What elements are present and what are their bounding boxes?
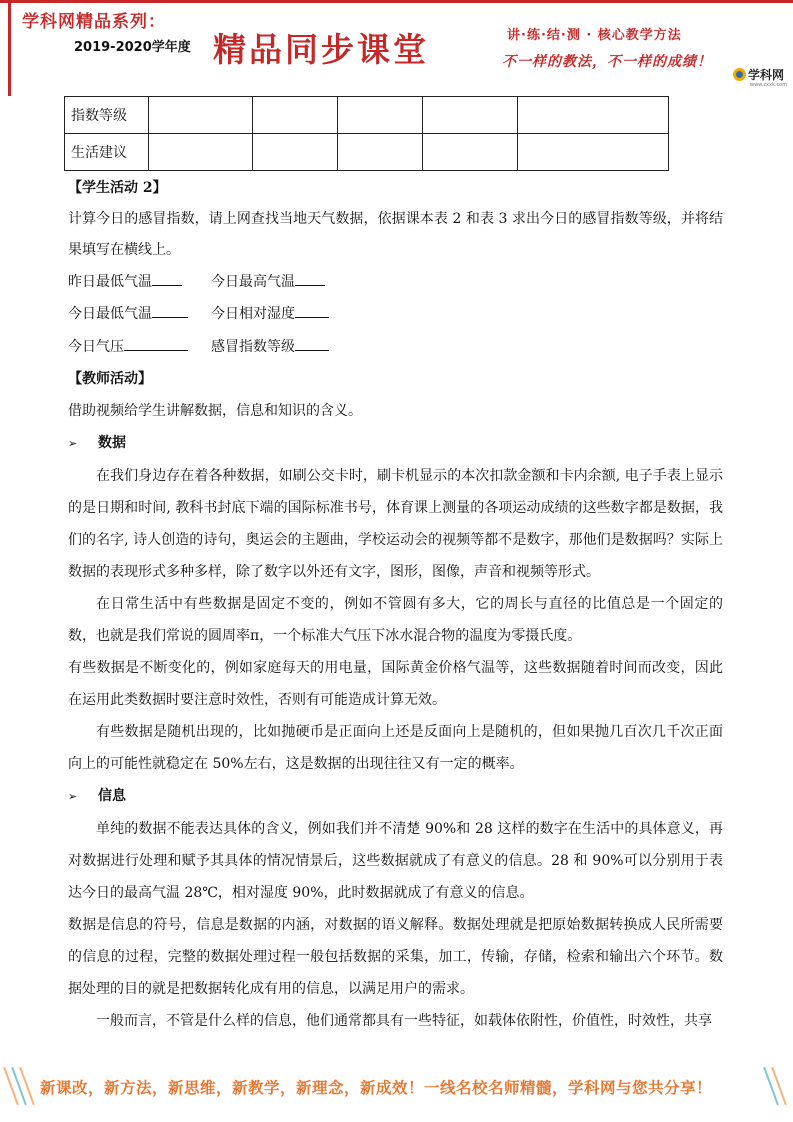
table-cell xyxy=(423,97,518,134)
answer-blank[interactable] xyxy=(295,332,329,351)
decorative-stroke xyxy=(771,1067,787,1105)
table-cell xyxy=(518,97,669,134)
table-row-label: 生活建议 xyxy=(65,134,149,171)
field-label: 昨日最低气温 xyxy=(68,274,152,290)
decorative-stroke xyxy=(19,1067,35,1105)
footer-banner xyxy=(0,1058,793,1122)
table-cell xyxy=(338,97,423,134)
teacher-heading: 【教师活动】 xyxy=(68,370,152,387)
decorative-stroke xyxy=(763,1067,779,1105)
field-label: 今日相对湿度 xyxy=(211,306,295,323)
logo-url: www.zxxk.com xyxy=(750,82,788,88)
decorative-stroke xyxy=(3,1067,19,1105)
answer-blank[interactable] xyxy=(295,299,329,318)
section-data xyxy=(68,427,723,460)
field-row xyxy=(68,266,723,298)
paragraph: 在日常生活中有些数据是固定不变的，例如不管圆有多大，它的周长与直径的比值总是一个固定的数，也就是我们常说的圆周率π，一个标准大气压下冰水混合物的温度为零摄氏度。 xyxy=(68,595,723,644)
table-cell xyxy=(149,134,253,171)
teacher-text: 借助视频给学生讲解数据，信息和知识的含义。 xyxy=(68,402,362,419)
header-series: 学科网精品系列： xyxy=(22,12,166,32)
header-method: 讲·练·结·测 · 核心教学方法 xyxy=(507,28,682,43)
field-label: 今日气压 xyxy=(68,338,124,355)
header-left-rule xyxy=(8,0,11,96)
index-table xyxy=(64,96,669,171)
table-row-label: 指数等级 xyxy=(65,97,149,134)
header-year: 2019-2020学年度 xyxy=(74,40,191,55)
answer-blank[interactable] xyxy=(152,299,188,318)
logo-icon xyxy=(733,68,746,81)
field-row xyxy=(68,331,723,363)
section-info xyxy=(68,780,723,813)
paragraph: 数据是信息的符号，信息是数据的内涵，对数据的语义解释。数据处理就是把原始数据转换成人民所需要的信息的过程，完整的数据处理过程一般包括数据的采集，加工，传输，存储，检索和输出六个环节。数据处理的目的就是把数据转化成有用的信息，以满足用户的需求。 xyxy=(68,916,723,997)
field-label: 今日最高气温 xyxy=(211,274,295,290)
header-top-rule xyxy=(0,0,793,3)
table-cell xyxy=(338,134,423,171)
paragraph: 有些数据是不断变化的，例如家庭每天的用电量，国际黄金价格气温等，这些数据随着时间而改变，因此在运用此类数据时要注意时效性，否则有可能造成计算无效。 xyxy=(68,659,723,708)
field-row xyxy=(68,298,723,330)
table-cell xyxy=(518,134,669,171)
header-title: 精品同步课堂 xyxy=(213,30,429,69)
arrowhead-icon: ➢ xyxy=(68,789,78,803)
section-title: 信息 xyxy=(98,787,126,804)
footer-text: 新课改，新方法，新思维，新教学，新理念，新成效！一线名校名师精髓，学科网与您共分享！ xyxy=(40,1079,713,1097)
field-label: 感冒指数等级 xyxy=(211,338,295,355)
answer-blank[interactable] xyxy=(124,332,188,351)
section-title: 数据 xyxy=(98,434,126,451)
table-row xyxy=(65,134,669,171)
paragraph: 单纯的数据不能表达具体的含义，例如我们并不清楚 90%和 28 这样的数字在生活中的具体意义，再对数据进行处理和赋予其具体的情况情景后，这些数据就成了有意义的信息。28 和 90%可以分别用于表达今日的最高气温 28℃，相对湿度 90%，此时数据就成了有意义的信息。 xyxy=(68,820,723,901)
arrowhead-icon: ➢ xyxy=(68,436,78,450)
paragraph: 一般而言，不管是什么样的信息，他们通常都具有一些特征，如载体依附性，价值性，时效性，共享 xyxy=(96,1012,712,1029)
answer-blank[interactable] xyxy=(152,267,182,286)
paragraph: 在我们身边存在着各种数据，如刷公交卡时，刷卡机显示的本次扣款金额和卡内余额, 电子手表上显示的是日期和时间, 教科书封底下端的国际标准书号，体育课上测量的各项运动成绩的这些数字都是数据，我们的名字, 诗人创造的诗句，奥运会的主题曲，学校运动会的视频等都不是数字，那他们是数据吗？实际上数据的表现形式多种多样，除了数字以外还有文字，图形，图像，声音和视频等形式。 xyxy=(68,467,723,580)
logo xyxy=(733,66,784,83)
activity2-text: 计算今日的感冒指数，请上网查找当地天气数据，依据课本表 2 和表 3 求出今日的感冒指数等级，并将结果填写在横线上。 xyxy=(68,211,723,258)
header-slogan: 不一样的教法，不一样的成绩！ xyxy=(502,54,712,70)
activity2-heading: 【学生活动 2】 xyxy=(68,180,167,196)
table-cell xyxy=(149,97,253,134)
table-cell xyxy=(423,134,518,171)
table-cell xyxy=(253,97,338,134)
field-label: 今日最低气温 xyxy=(68,306,152,323)
document-body xyxy=(68,172,723,1037)
decorative-stroke xyxy=(11,1067,27,1105)
logo-text: 学科网 xyxy=(748,68,785,82)
paragraph: 有些数据是随机出现的，比如抛硬币是正面向上还是反面向上是随机的，但如果抛几百次几千次正面向上的可能性就稳定在 50%左右，这是数据的出现往往又有一定的概率。 xyxy=(68,723,723,772)
table-row xyxy=(65,97,669,134)
table-cell xyxy=(253,134,338,171)
answer-blank[interactable] xyxy=(295,267,325,286)
